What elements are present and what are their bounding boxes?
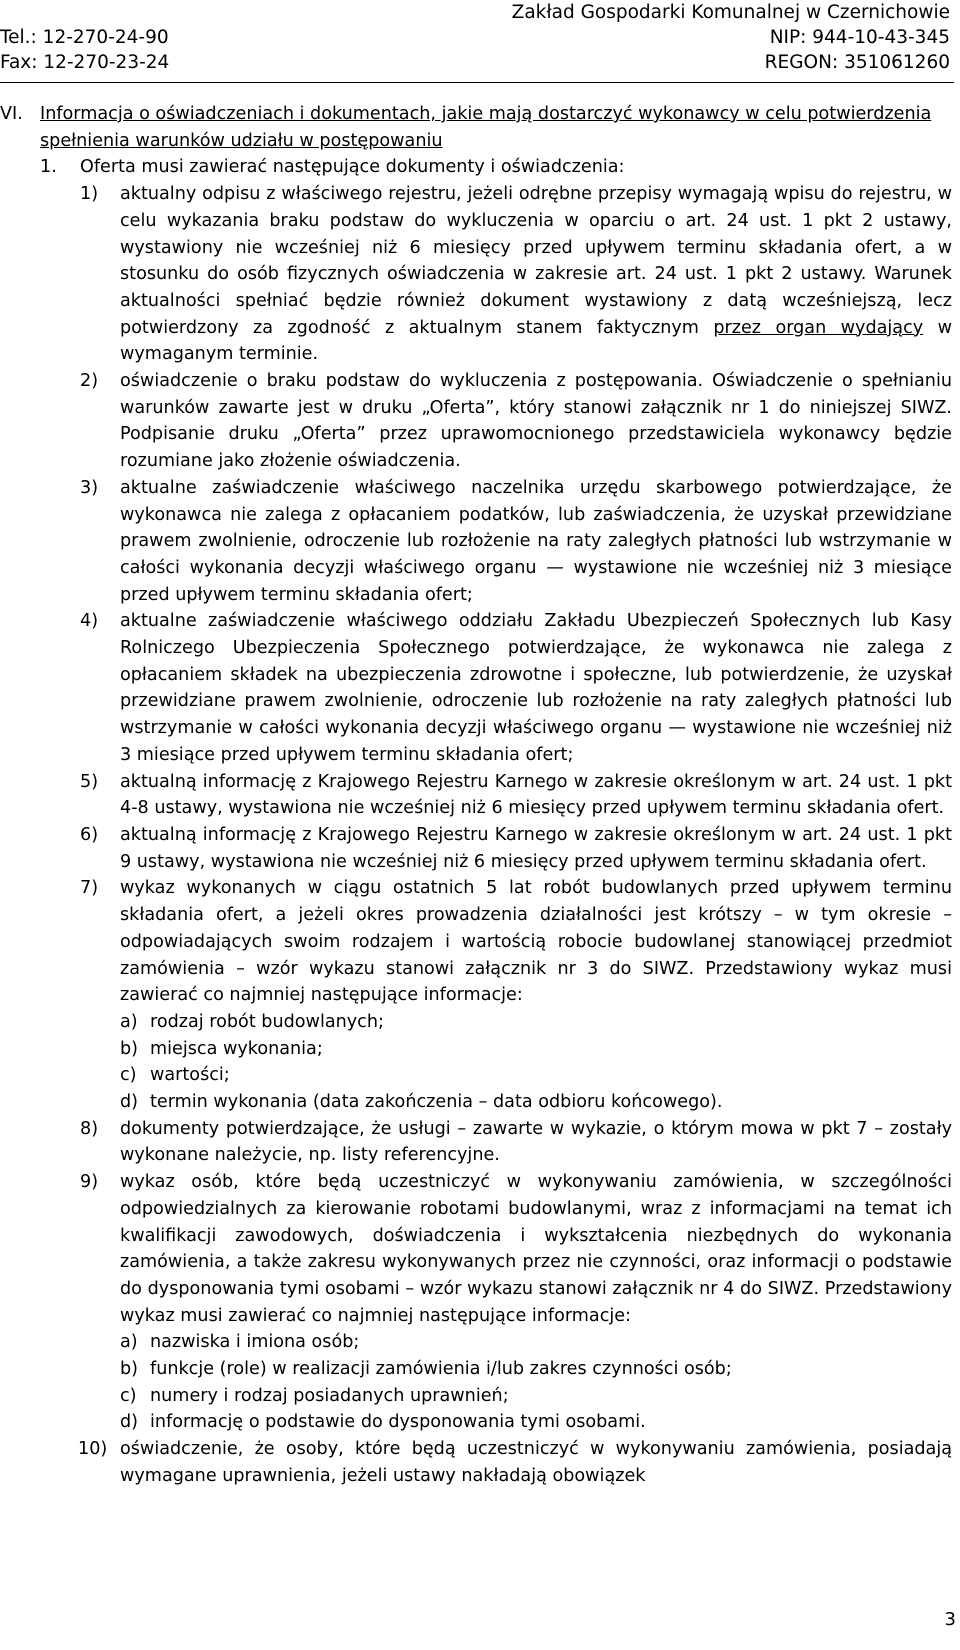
list-item-text: wykaz wykonanych w ciągu ostatnich 5 lat robót budowlanych przed upływem terminu składania ofert, a jeżeli okres prowadzenia działalności jest krótszy – w tym okresie – odpowiadających swoim rodzajem i wartością robocie budowlanej stanowiącej przedmiot zamówienia – wzór wykazu stanowi załącznik nr 3 do SIWZ. Przedstawiony wykaz musi zawierać co najmniej następujące informacje: [120, 878, 952, 1006]
list-item-text: aktualne zaświadczenie właściwego naczelnika urzędu skarbowego potwierdzające, że wykonawca nie zalega z opłacaniem podatków, lub zaświadczenia, że uzyskał przewidziane prawem zwolnienie, odroczenie lub rozłożenie na raty zaległych płatności lub wstrzymanie w całości wykonania decyzji właściwego organu — wystawione nie wcześniej niż 3 miesiące przed upływem terminu składania ofert; [120, 477, 952, 605]
list-item [0, 1436, 952, 1489]
point-1-text: Oferta musi zawierać następujące dokumenty i oświadczenia: [80, 157, 625, 178]
sub-list-item [0, 1356, 952, 1383]
list-item-number: 5) [80, 771, 99, 792]
sub-item-text: rodzaj robót budowlanych; [150, 1011, 384, 1032]
sub-list-item [0, 1383, 952, 1410]
header-regon: REGON: 351061260 [764, 52, 950, 73]
sub-list-item [0, 1009, 952, 1036]
sub-list-item [0, 1329, 952, 1356]
sub-list-item [0, 1036, 952, 1063]
sub-item-text: nazwiska i imiona osób; [150, 1332, 360, 1353]
sub-item-text: funkcje (role) w realizacji zamówienia i/lub zakres czynności osób; [150, 1359, 732, 1380]
sub-list-item [0, 1409, 952, 1436]
list-item [0, 1116, 952, 1169]
section-title: Informacja o oświadczeniach i dokumentach, jakie mają dostarczyć wykonawcy w celu potwierdzenia spełnienia warunków udziału w postępowaniu [40, 104, 932, 151]
list-item-text: wykaz osób, które będą uczestniczyć w wykonywaniu zamówienia, w szczególności odpowiedzialnych za kierowanie robotami budowlanymi, wraz z informacjami na temat ich kwalifikacji zawodowych, doświadczenia i wykształcenia niezbędnych do wykonania zamówienia, a także zakresu wykonywanych przez nie czynności, oraz informacji o podstawie do dysponowania tymi osobami – wzór wykazu stanowi załącznik nr 4 do SIWZ. Przedstawiony wykaz musi zawierać co najmniej następujące informacje: [120, 1172, 952, 1326]
page-number: 3 [944, 1609, 956, 1630]
sub-item-text: informację o podstawie do dysponowania tymi osobami. [150, 1412, 646, 1433]
list-item [0, 875, 952, 1009]
sub-list-item [0, 1062, 952, 1089]
list-item-number: 9) [80, 1172, 99, 1193]
sub-item-letter: a) [120, 1332, 138, 1353]
list-item-number: 1) [80, 184, 99, 205]
document-list [0, 181, 952, 1489]
sub-item-text: termin wykonania (data zakończenia – data odbioru końcowego). [150, 1092, 723, 1113]
list-item-number: 6) [80, 824, 99, 845]
list-item [0, 368, 952, 475]
header-divider [0, 82, 954, 83]
sub-item-letter: a) [120, 1011, 138, 1032]
section-number: VI. [0, 104, 23, 124]
sub-item-letter: d) [120, 1412, 139, 1433]
list-item-text: aktualne zaświadczenie właściwego oddziału Zakładu Ubezpieczeń Społecznych lub Kasy Rolniczego Ubezpieczenia Społecznego potwierdzające, że wykonawca nie zalega z opłacaniem składek na ubezpieczenia zdrowotne i społeczne, lub potwierdzenie, że uzyskał przewidziane prawem zwolnienie, odroczenie lub rozłożenie na raty zaległych płatności lub wstrzymanie w całości wykonania decyzji właściwego organu — wystawione nie wcześniej niż 3 miesiące przed upływem terminu składania ofert; [120, 611, 952, 765]
list-item-text: oświadczenie o braku podstaw do wykluczenia z postępowania. Oświadczenie o spełnianiu warunków zawarte jest w druku „Oferta”, który stanowi załącznik nr 1 do niniejszej SIWZ. Podpisanie druku „Oferta” przez uprawomocnionego przedstawiciela wykonawcy będzie rozumiane jako złożenie oświadczenia. [120, 371, 952, 472]
list-item [0, 181, 952, 368]
list-item-number: 7) [80, 878, 99, 899]
list-item-text: dokumenty potwierdzające, że usługi – zawarte w wykazie, o którym mowa w pkt 7 – zostały wykonane należycie, np. listy referencyjne. [120, 1118, 952, 1166]
sub-item-letter: c) [120, 1385, 137, 1406]
list-item-text: oświadczenie, że osoby, które będą uczestniczyć w wykonywaniu zamówienia, posiadają wymagane uprawnienia, jeżeli ustawy nakładają obowiązek [120, 1439, 952, 1486]
document-body [0, 101, 952, 1490]
list-item-text: aktualny odpisu z właściwego rejestru, jeżeli odrębne przepisy wymagają wpisu do rejestru, w celu wykazania braku podstaw do wykluczenia w oparciu o art. 24 ust. 1 pkt 2 ustawy, wystawiony nie wcześniej niż 6 miesięcy przed upływem terminu składania ofert, a w stosunku do osób fizycznych oświadczenia w zakresie art. 24 ust. 1 pkt 2 ustawy. Warunek aktualności spełniać będzie również dokument wystawiony z datą wcześniejszą, lecz potwierdzony za zgodność z aktualnym stanem faktycznym [120, 184, 952, 338]
list-item-number: 4) [80, 611, 99, 632]
company-name: Zakład Gospodarki Komunalnej w Czernichowie [511, 2, 950, 23]
list-item [0, 822, 952, 875]
list-item [0, 1169, 952, 1329]
sub-item-text: wartości; [150, 1065, 230, 1086]
sub-item-text: miejsca wykonania; [150, 1038, 323, 1059]
list-item-text: aktualną informację z Krajowego Rejestru Karnego w zakresie określonym w art. 24 ust. 1 pkt 4-8 ustawy, wystawiona nie wcześniej niż 6 miesięcy przed upływem terminu składania ofert. [120, 771, 952, 819]
list-item-underlined: przez organ wydający [713, 317, 924, 338]
sub-item-letter: d) [120, 1092, 139, 1113]
header-fax: Fax: 12-270-23-24 [0, 52, 170, 73]
header-nip: NIP: 944-10-43-345 [769, 27, 950, 48]
sub-item-letter: b) [120, 1359, 139, 1380]
header-tel: Tel.: 12-270-24-90 [0, 27, 169, 48]
point-1 [0, 154, 952, 181]
sub-item-letter: b) [120, 1038, 139, 1059]
list-item-number: 3) [80, 477, 99, 498]
list-item-text: aktualną informację z Krajowego Rejestru Karnego w zakresie określonym w art. 24 ust. 1 pkt 9 ustawy, wystawiona nie wcześniej niż 6 miesięcy przed upływem terminu składania ofert. [120, 824, 952, 872]
list-item [0, 608, 952, 768]
list-item [0, 769, 952, 822]
list-item [0, 475, 952, 609]
list-item-number: 2) [80, 371, 99, 392]
sub-item-text: numery i rodzaj posiadanych uprawnień; [150, 1385, 509, 1406]
list-item-number: 8) [80, 1118, 99, 1139]
sub-list-item [0, 1089, 952, 1116]
list-item-number: 10) [78, 1439, 108, 1460]
list-item-text: w wymaganym terminie. [120, 317, 952, 365]
point-1-number: 1. [40, 157, 57, 178]
section-heading [0, 101, 952, 154]
sub-item-letter: c) [120, 1065, 137, 1086]
